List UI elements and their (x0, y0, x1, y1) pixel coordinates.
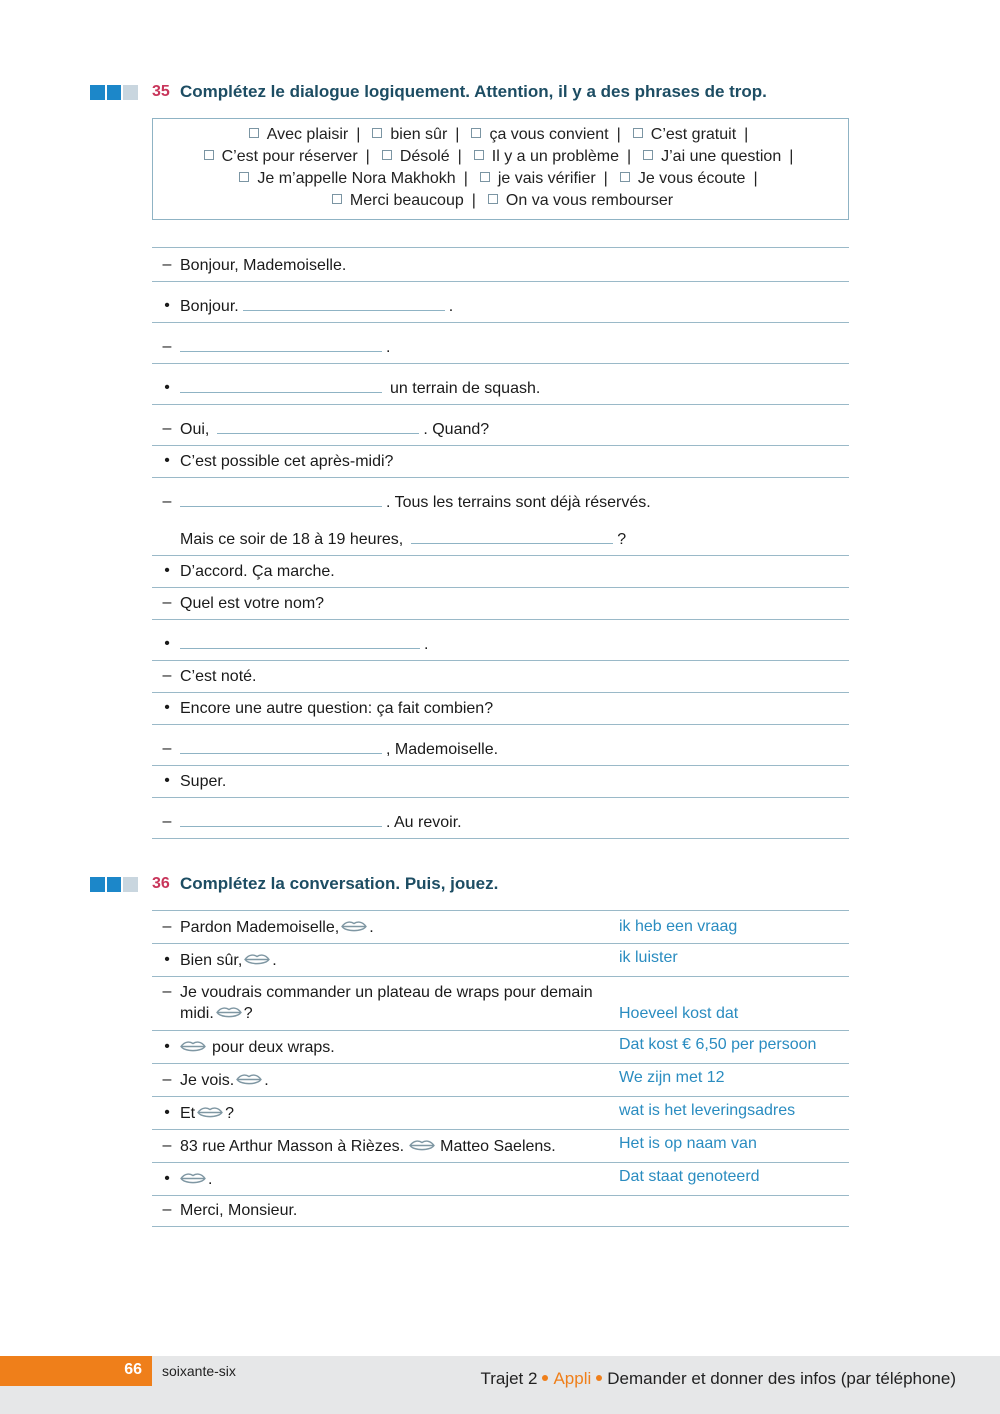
dialogue-line (152, 364, 849, 405)
word-bank-line: C’est pour réserver | Désolé | Il y a un problème | J’ai une question | (153, 146, 848, 168)
dialogue-text: pour deux wraps. (180, 1038, 335, 1058)
dash-marker: – (162, 338, 172, 355)
dialogue-text: . Tous les terrains sont déjà réservés. (180, 493, 651, 513)
lips-icon (180, 1172, 206, 1185)
dialogue-text: . Au revoir. (180, 813, 462, 833)
dash-marker: – (162, 420, 172, 437)
dialogue-text: Et ? (180, 1105, 235, 1122)
dialogue-text: C’est possible cet après-midi? (180, 453, 394, 470)
answer-blank[interactable] (180, 506, 382, 507)
conversation-line (152, 944, 849, 977)
dash-marker: – (162, 1201, 172, 1218)
bullet-marker: • (164, 452, 170, 469)
dialogue-line (152, 282, 849, 323)
lips-icon (341, 920, 367, 933)
dialogue-line (152, 620, 849, 661)
dialogue-line (152, 725, 849, 766)
conversation-line (152, 1163, 849, 1196)
dialogue-line (152, 661, 849, 693)
footer-breadcrumb (480, 1369, 956, 1389)
option-checkbox[interactable]: C’est pour réserver (200, 148, 358, 165)
checkbox-icon[interactable] (488, 194, 498, 204)
lips-icon (216, 1006, 242, 1019)
dialogue-text: . (180, 338, 390, 358)
squares-icon (90, 85, 138, 100)
answer-blank[interactable] (180, 392, 382, 393)
dash-marker: – (162, 1137, 172, 1154)
dialogue-text: . (180, 1170, 212, 1190)
conversation-line (152, 911, 849, 944)
page-number-tab (0, 1356, 152, 1386)
section-label: Appli (553, 1369, 592, 1388)
hint-text: wat is het leveringsadres (619, 1102, 796, 1119)
option-checkbox[interactable]: J’ai une question (639, 148, 781, 165)
checkbox-icon[interactable] (633, 128, 643, 138)
bullet-dot-icon (596, 1375, 602, 1381)
dialogue-line (152, 693, 849, 725)
word-bank-line: Merci beaucoup | On va vous rembourser (153, 190, 848, 212)
dialogue-line (152, 248, 849, 282)
dialogue-text: D’accord. Ça marche. (180, 563, 335, 580)
dialogue-line (152, 405, 849, 446)
bullet-marker: • (164, 951, 170, 968)
dialogue-text: Oui, . Quand? (180, 421, 490, 438)
dash-marker: – (162, 594, 172, 611)
dialogue-text: 83 rue Arthur Masson à Rièzes. Matteo Saelens. (180, 1138, 556, 1155)
answer-blank[interactable] (180, 351, 382, 352)
option-checkbox[interactable]: C’est gratuit (629, 126, 736, 143)
lips-icon (180, 1040, 206, 1053)
exercise-title: Complétez le dialogue logiquement. Attention, il y a des phrases de trop. (180, 82, 767, 101)
dialogue-text: . (180, 635, 428, 655)
checkbox-icon[interactable] (239, 172, 249, 182)
trajet-label: Trajet 2 (480, 1369, 538, 1388)
conversation-line (152, 1031, 849, 1064)
dialogue-line (152, 588, 849, 620)
answer-blank[interactable] (217, 433, 419, 434)
dialogue-text: Super. (180, 773, 227, 790)
lips-icon (244, 953, 270, 966)
dialogue-line (152, 798, 849, 839)
option-checkbox[interactable]: Je m’appelle Nora Makhokh (235, 170, 455, 187)
topic-label: Demander et donner des infos (par téléphone) (607, 1369, 956, 1388)
exercise-title: Complétez la conversation. Puis, jouez. (180, 874, 499, 893)
bullet-marker: • (164, 772, 170, 789)
checkbox-icon[interactable] (249, 128, 259, 138)
dialogue-text: Pardon Mademoiselle, . (180, 919, 374, 936)
dash-marker: – (162, 1071, 172, 1088)
option-checkbox[interactable]: Désolé (378, 148, 450, 165)
conversation-line (152, 977, 849, 1031)
bullet-marker: • (164, 562, 170, 579)
page-footer (0, 1356, 1000, 1414)
bullet-marker: • (164, 1170, 170, 1187)
lips-icon (409, 1139, 435, 1152)
dash-marker: – (162, 667, 172, 684)
hint-text: We zijn met 12 (619, 1069, 725, 1086)
dialogue-line (152, 478, 849, 556)
conversation-line (152, 1097, 849, 1130)
conversation-line (152, 1130, 849, 1163)
dialogue-text: Bonjour. . (180, 298, 454, 315)
dialogue-line (152, 323, 849, 364)
hint-text: Het is op naam van (619, 1135, 757, 1152)
bullet-dot-icon (542, 1375, 548, 1381)
exercise-number: 36 (152, 875, 170, 892)
bullet-marker: • (164, 699, 170, 716)
dialogue-line (152, 556, 849, 588)
dash-marker: – (162, 493, 172, 510)
option-checkbox[interactable]: On va vous rembourser (484, 192, 673, 209)
checkbox-icon[interactable] (471, 128, 481, 138)
bullet-marker: • (164, 1104, 170, 1121)
dash-marker: – (162, 740, 172, 757)
dialogue-text: C’est noté. (180, 668, 257, 685)
dash-marker: – (162, 983, 172, 1000)
option-checkbox[interactable]: Merci beaucoup (328, 192, 464, 209)
answer-blank[interactable] (180, 826, 382, 827)
bullet-marker: • (164, 635, 170, 652)
bullet-marker: • (164, 297, 170, 314)
dialogue-line (152, 766, 849, 798)
hint-text: ik heb een vraag (619, 918, 738, 935)
dialogue-text: un terrain de squash. (180, 379, 540, 399)
exercise-number: 35 (152, 83, 170, 100)
dialogue-text: , Mademoiselle. (180, 740, 498, 760)
answer-blank[interactable] (411, 543, 613, 544)
word-bank-line: Je m’appelle Nora Makhokh | je vais vérifier | Je vous écoute | (153, 168, 848, 190)
lips-icon (197, 1106, 223, 1119)
hint-text: ik luister (619, 949, 678, 966)
dialogue-text: Bonjour, Mademoiselle. (180, 257, 347, 274)
dialogue-text: Encore une autre question: ça fait combien? (180, 700, 494, 717)
exercise-36-heading (90, 873, 498, 895)
bullet-marker: • (164, 379, 170, 396)
dash-marker: – (162, 256, 172, 273)
dialogue-line (152, 446, 849, 478)
dialogue-text: midi. ? (180, 1005, 253, 1022)
option-checkbox[interactable]: bien sûr (368, 126, 447, 143)
squares-icon (90, 877, 138, 892)
dialogue-text: Je vois. . (180, 1072, 269, 1089)
page-number-words: soixante-six (162, 1363, 236, 1379)
dialogue-text: Mais ce soir de 18 à 19 heures, ? (180, 531, 627, 548)
answer-blank[interactable] (243, 310, 445, 311)
checkbox-icon[interactable] (474, 150, 484, 160)
conversation-line (152, 1196, 849, 1227)
dialogue-text: Bien sûr, . (180, 952, 277, 969)
checkbox-icon[interactable] (332, 194, 342, 204)
checkbox-icon[interactable] (620, 172, 630, 182)
page-number: 66 (124, 1361, 142, 1378)
dialogue-text: Quel est votre nom? (180, 595, 325, 612)
option-checkbox[interactable]: Je vous écoute (616, 170, 746, 187)
dialogue-text: Merci, Monsieur. (180, 1202, 298, 1219)
checkbox-icon[interactable] (480, 172, 490, 182)
dash-marker: – (162, 813, 172, 830)
dash-marker: – (162, 918, 172, 935)
answer-blank[interactable] (180, 648, 420, 649)
exercise-35-heading (90, 81, 767, 103)
option-checkbox[interactable]: je vais vérifier (476, 170, 596, 187)
hint-text: Dat kost € 6,50 per persoon (619, 1036, 817, 1053)
lips-icon (236, 1073, 262, 1086)
conversation-line (152, 1064, 849, 1097)
answer-blank[interactable] (180, 753, 382, 754)
option-checkbox[interactable]: Il y a un problème (470, 148, 619, 165)
hint-text: Hoeveel kost dat (619, 1005, 739, 1022)
checkbox-icon[interactable] (382, 150, 392, 160)
hint-text: Dat staat genoteerd (619, 1168, 760, 1185)
checkbox-icon[interactable] (372, 128, 382, 138)
option-checkbox[interactable]: Avec plaisir (245, 126, 349, 143)
checkbox-icon[interactable] (204, 150, 214, 160)
bullet-marker: • (164, 1038, 170, 1055)
checkbox-icon[interactable] (643, 150, 653, 160)
option-checkbox[interactable]: ça vous convient (467, 126, 608, 143)
word-bank (152, 118, 849, 220)
dialogue-text: Je voudrais commander un plateau de wraps pour demain (180, 984, 593, 1001)
word-bank-line: Avec plaisir | bien sûr | ça vous convient | C’est gratuit | (153, 124, 848, 146)
